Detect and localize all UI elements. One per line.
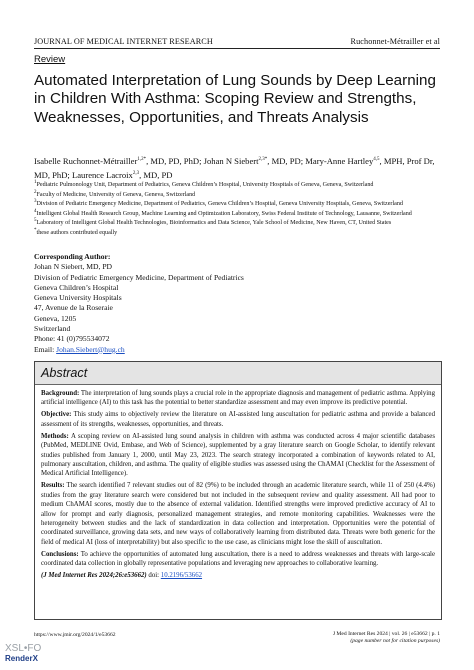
author-degrees: , MD, PD; xyxy=(267,156,306,166)
citation-line xyxy=(41,571,435,580)
affiliation-text: Pediatric Pulmonology Unit, Department of Pediatrics, Geneva Children’s Hospital, University Hospitals of Geneva, Geneva, Switzerland xyxy=(36,182,374,188)
affiliation-item xyxy=(34,181,454,191)
footer-page-info xyxy=(333,631,440,645)
corresponding-author-line: Geneva University Hospitals xyxy=(34,293,122,303)
affiliation-text: these authors contributed equally xyxy=(36,229,118,236)
section-label: Methods: xyxy=(41,432,69,440)
author-degrees: , MPH, Prof Dr, MD, PhD; xyxy=(34,156,435,180)
doi-label: doi: xyxy=(148,572,161,580)
section-label: Results: xyxy=(41,482,65,490)
abstract-box xyxy=(34,361,442,620)
author-affiliation-ref: 1,2* xyxy=(137,157,147,163)
affiliation-text: Faculty of Medicine, University of Geneva, Geneva, Switzerland xyxy=(36,191,196,198)
author-degrees: , MD, PD xyxy=(139,170,173,180)
affiliation-list xyxy=(34,181,454,239)
abstract-heading: Abstract xyxy=(35,362,441,385)
author-name: Isabelle Ruchonnet-Métrailler xyxy=(34,156,138,166)
renderx-logo xyxy=(5,644,41,664)
author-degrees: , MD, PD, PhD; xyxy=(146,156,204,166)
corresponding-author-heading: Corresponding Author: xyxy=(34,252,111,261)
email-line xyxy=(34,345,244,355)
section-label: Background: xyxy=(41,390,80,397)
article-title: Automated Interpretation of Lung Sounds by Deep Learning in Children With Asthma: Scoping Review and Strengths, Weaknesses, Opportunities, and Threats Analysis xyxy=(34,72,436,126)
corresponding-author-line: Switzerland xyxy=(34,324,71,334)
author-name: Laurence Lacroix xyxy=(71,170,133,180)
affiliation-text: Intelligent Global Health Research Group, Machine Learning and Optimization Laboratory, Swiss Federal Institute of Technology, Lausanne, Switzerland xyxy=(36,210,412,217)
citation-close: ) xyxy=(144,572,147,580)
affiliation-item xyxy=(34,210,454,220)
affiliation-number: 5 xyxy=(34,218,37,224)
affiliation-number: 2 xyxy=(34,189,37,195)
abstract-section xyxy=(41,432,435,479)
author-affiliation-ref: 2,3 xyxy=(132,171,140,177)
corresponding-author-line: Geneva, 1205 xyxy=(34,313,77,323)
affiliation-number: 1 xyxy=(34,179,37,185)
author-name: Johan N Siebert xyxy=(203,156,259,166)
author-list xyxy=(34,154,446,182)
section-text: A scoping review on AI-assisted lung sound analysis in children with asthma was conducted across 4 major scientific databases (PubMed, MEDLINE Ovid, Embase, and Web of Science), supplemented by a gray literature search on Google Scholar, to identify relevant studies published from January 1, 2000, until May 23, 2023. The search strategy incorporated a combination of keywords related to AI, pulmonary auscultation, children, and asthma. The quality of eligible studies was assessed using the ChAMAI (Checklist for the Assessment of Medical Artificial Intelligence). xyxy=(41,432,435,478)
section-label: Objective: xyxy=(41,411,72,419)
affiliation-item xyxy=(34,200,454,210)
affiliation-item xyxy=(34,219,454,229)
section-label: Conclusions: xyxy=(41,550,79,558)
renderx-mark: RenderX xyxy=(5,654,38,663)
affiliation-text: Laboratory of Intelligent Global Health Technologies, Bioinformatics and Data Science, Yale School of Medicine, New Haven, CT, United States xyxy=(36,220,392,227)
abstract-body xyxy=(35,385,441,581)
running-authors: Ruchonnet-Métrailler et al xyxy=(350,37,440,46)
corresponding-author-line: Phone: 41 (0)795534072 xyxy=(34,334,110,344)
affiliation-number: 4 xyxy=(34,208,37,214)
corresponding-author-line: Division of Pediatric Emergency Medicine, Department of Pediatrics xyxy=(34,272,244,282)
corresponding-author-line: 47, Avenue de la Roseraie xyxy=(34,303,113,313)
footer-url: https://www.jmir.org/2024/1/e53662 xyxy=(34,632,116,638)
affiliation-text: Division of Pediatric Emergency Medicine, Department of Pediatrics, Geneva Children’s Hospital, Geneva University Hospitals, Geneva, Switzerland xyxy=(36,201,403,208)
page-note: (page number not for citation purposes) xyxy=(350,638,440,644)
running-head xyxy=(34,37,440,46)
header-rule xyxy=(34,48,440,49)
section-text: To achieve the opportunities of automated lung auscultation, there is a need to address weaknesses and threats with large-scale coordinated data collection in globally representative populations and leveraging new approaches to collaborative learning. xyxy=(41,550,435,568)
corresponding-author-line: Geneva Children’s Hospital xyxy=(34,282,119,292)
page-info: J Med Internet Res 2024 | vol. 26 | e53662 | p. 1 xyxy=(332,631,440,637)
citation-open: ( xyxy=(41,572,44,580)
corresponding-author-line: Johan N Siebert, MD, PD xyxy=(34,262,113,272)
section-text: The interpretation of lung sounds plays a crucial role in the appropriate diagnosis and management of pediatric asthma. Applying artificial intelligence (AI) to this task has the potential to better standardize assessment and may even improve its predictive potential. xyxy=(41,390,436,407)
doi-link[interactable]: 10.2196/53662 xyxy=(160,572,203,580)
author-affiliation-ref: 4,5 xyxy=(373,157,380,163)
xslfo-mark: XSL•FO xyxy=(5,643,42,654)
affiliation-item xyxy=(34,229,454,239)
email-link[interactable]: Johan.Siebert@hug.ch xyxy=(56,344,125,354)
journal-name: JOURNAL OF MEDICAL INTERNET RESEARCH xyxy=(34,37,213,46)
affiliation-number: 3 xyxy=(34,199,37,205)
abstract-section xyxy=(41,389,435,408)
section-text: This study aims to objectively review the literature on AI-assisted lung auscultation for pediatric asthma and provide a balanced assessment of its strengths, weaknesses, opportunities, and threats. xyxy=(41,411,435,428)
abstract-section xyxy=(41,410,435,429)
section-text: The search identified 7 relevant studies out of 82 (9%) to be included through an academic literature search, while 11 of 250 (4.4%) studies from the gray literature search were considered but not included in the subsequent review and quality assessment. All had poor to medium ChAMAI scores, mostly due to the absence of external validation. Identified strengths were improved predictive accuracy of AI to allow for prompt and early diagnosis, personalized management strategies, and remote monitoring capabilities. Weaknesses were the heterogeneity between studies and the lack of standardization in data collection and interpretation. Opportunities were the potential of coordinated surveillance, growing data sets, and new ways of collaboratively learning from distributed data. Threats were both generic for the field of medical AI (loss of interpretability) but also specific to the use case, as clinicians might lose the skill of auscultation. xyxy=(41,482,435,546)
author-affiliation-ref: 2,3* xyxy=(258,157,268,163)
abstract-section xyxy=(41,481,435,547)
affiliation-number: * xyxy=(34,227,37,233)
author-name: Mary-Anne Hartley xyxy=(305,156,374,166)
citation-journal: J Med Internet Res 2024;26:e53662 xyxy=(43,572,145,580)
abstract-section xyxy=(41,550,435,569)
affiliation-item xyxy=(34,191,454,201)
corresponding-author-block xyxy=(34,252,244,355)
email-label: Email: xyxy=(34,344,57,354)
article-type: Review xyxy=(34,54,66,65)
